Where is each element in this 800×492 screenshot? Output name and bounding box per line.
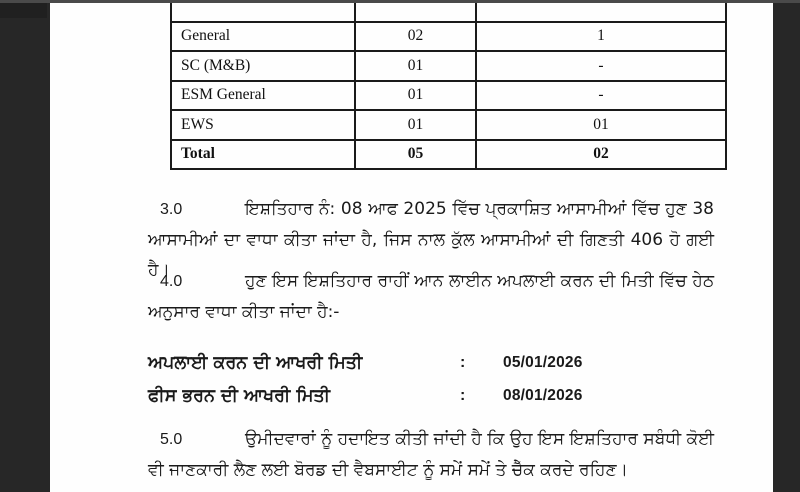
- table-cell-category: EWS: [171, 110, 355, 140]
- table-cell: [355, 0, 476, 22]
- table-cell-count: 02: [476, 140, 726, 170]
- table-cell-count: 01: [355, 51, 476, 81]
- table-cell-count: -: [476, 81, 726, 111]
- paragraph-number: 3.0: [160, 201, 183, 218]
- document-page: [50, 0, 773, 492]
- deadline-date: 08/01/2026: [503, 386, 583, 404]
- table-cell-count: 01: [476, 110, 726, 140]
- vacancy-table: [170, 0, 727, 170]
- table-row: [171, 81, 726, 111]
- deadline-label: ਫੀਸ ਭਰਨ ਦੀ ਆਖਰੀ ਮਿਤੀ: [148, 385, 330, 406]
- table-cell: [171, 0, 355, 22]
- table-cell: [476, 0, 726, 22]
- paragraph-text: ਹੁਣ ਇਸ ਇਸ਼ਤਿਹਾਰ ਰਾਹੀਂ ਆਨ ਲਾਈਨ ਅਪਲਾਈ ਕਰਨ ਦੀ ਮਿਤੀ ਵਿੱਚ ਹੇਠ ਅਨੁਸਾਰ ਵਾਧਾ ਕੀਤਾ ਜਾਂਦਾ ਹੈ:-: [148, 271, 714, 322]
- table-cell-count: 02: [355, 22, 476, 52]
- deadline-row-apply: [148, 346, 714, 379]
- table-row: [171, 51, 726, 81]
- table-cell-count: 1: [476, 22, 726, 52]
- deadline-date: 05/01/2026: [503, 353, 583, 371]
- table-row: [171, 110, 726, 140]
- deadline-separator: :: [460, 353, 466, 371]
- deadline-row-fee: [148, 379, 714, 412]
- deadline-block: [148, 346, 714, 412]
- table-cell-category: ESM General: [171, 81, 355, 111]
- viewer-top-edge: [0, 0, 800, 3]
- paragraph-text: ਇਸ਼ਤਿਹਾਰ ਨੰ: 08 ਆਫ 2025 ਵਿੱਚ ਪ੍ਰਕਾਸ਼ਿਤ ਆਸਾਮੀਆਂ ਵਿੱਚ ਹੁਣ 38 ਆਸਾਮੀਆਂ ਦਾ ਵਾਧਾ ਕੀਤਾ ਜਾਂਦਾ ਹੈ, ਜਿਸ ਨਾਲ ਕੁੱਲ ਆਸਾਮੀਆਂ ਦੀ ਗਿਣਤੀ 406 ਹੋ ਗਈ ਹੈ।: [148, 199, 714, 280]
- table-row-total: [171, 140, 726, 170]
- paragraph-number: 4.0: [160, 273, 183, 290]
- deadline-label: ਅਪਲਾਈ ਕਰਨ ਦੀ ਆਖਰੀ ਮਿਤੀ: [148, 352, 363, 373]
- table-cell-count: 05: [355, 140, 476, 170]
- table-cell-category: General: [171, 22, 355, 52]
- table-row-header-cutoff: [171, 0, 726, 22]
- paragraph-4: [148, 266, 714, 327]
- table-cell-count: 01: [355, 110, 476, 140]
- table-cell-category: SC (M&B): [171, 51, 355, 81]
- table-cell-count: 01: [355, 81, 476, 111]
- paragraph-text: ਉਮੀਦਵਾਰਾਂ ਨੂੰ ਹਦਾਇਤ ਕੀਤੀ ਜਾਂਦੀ ਹੈ ਕਿ ਉਹ ਇਸ ਇਸ਼ਤਿਹਾਰ ਸਬੰਧੀ ਕੋਈ ਵੀ ਜਾਣਕਾਰੀ ਲੈਣ ਲਈ ਬੋਰਡ ਦੀ ਵੈਬਸਾਈਟ ਨੂੰ ਸਮੇਂ ਸਮੇਂ ਤੇ ਚੈੱਕ ਕਰਦੇ ਰਹਿਣ।: [148, 429, 714, 480]
- paragraph-5: [148, 424, 714, 485]
- table-cell-count: -: [476, 51, 726, 81]
- paragraph-number: 5.0: [160, 431, 183, 448]
- deadline-separator: :: [460, 386, 466, 404]
- table-cell-category: Total: [171, 140, 355, 170]
- table-row: [171, 22, 726, 52]
